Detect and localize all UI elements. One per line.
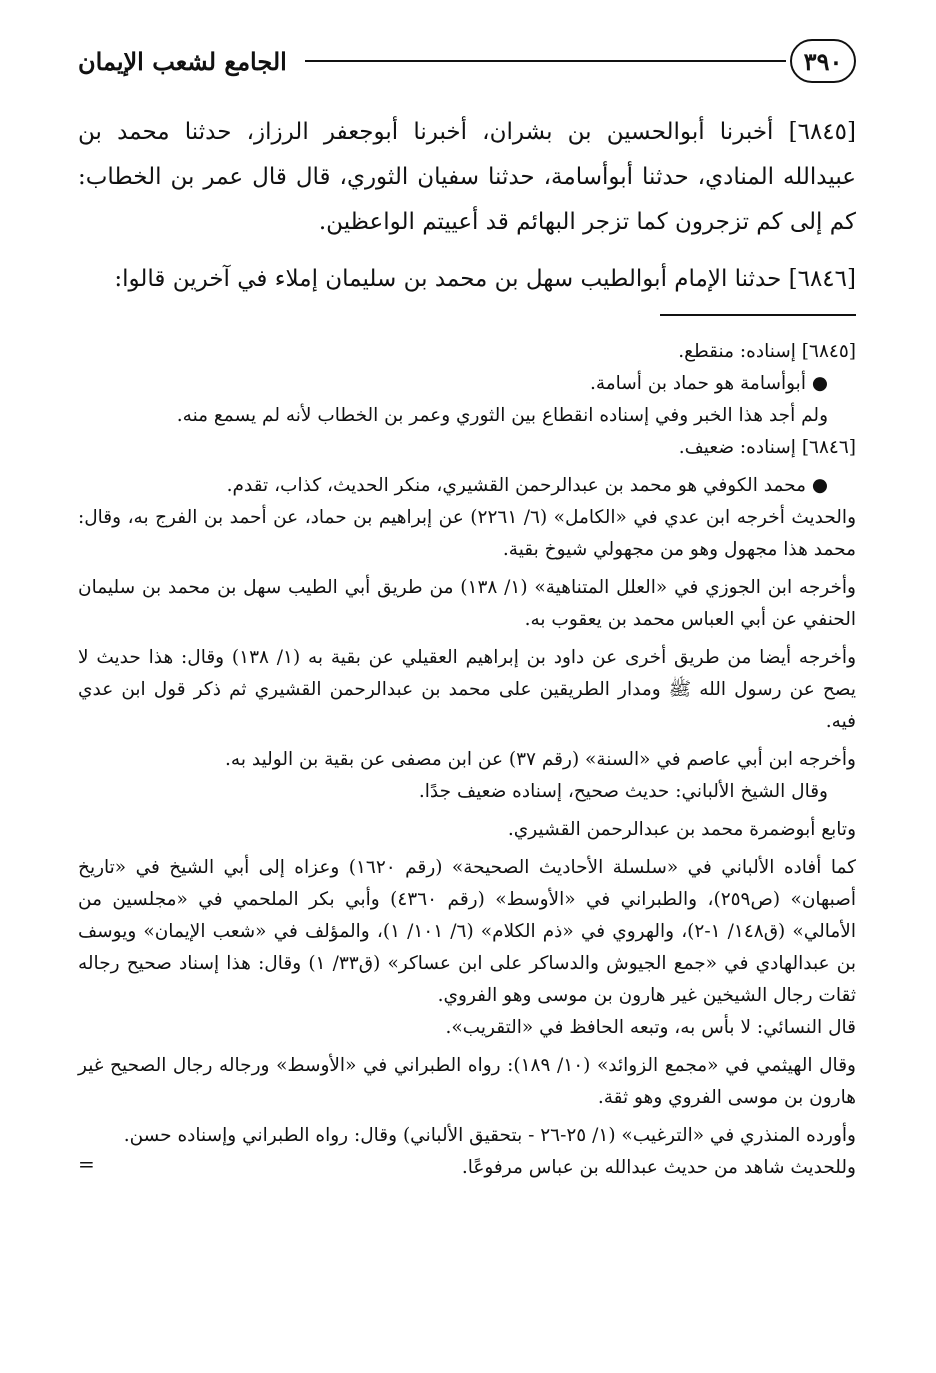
footnote-paragraph: قال النسائي: لا بأس به، وتبعه الحافظ في «التقريب». xyxy=(445,1017,856,1038)
footnote-heading-6846: [٦٨٤٦] إسناده: ضعيف. xyxy=(678,437,856,458)
footnotes xyxy=(78,336,856,1184)
footnote-paragraph: وأخرجه ابن أبي عاصم في «السنة» (رقم ٣٧) عن ابن مصفى عن بقية بن الوليد به. xyxy=(225,749,856,770)
hadith-6846: [٦٨٤٦] حدثنا الإمام أبوالطيب سهل بن محمد بن سليمان إملاء في آخرين قالوا: xyxy=(114,266,856,292)
hadith-6845: [٦٨٤٥] أخبرنا أبوالحسين بن بشران، أخبرنا أبوجعفر الرزاز، حدثنا محمد بن عبيدالله المنادي، حدثنا أبوأسامة، حدثنا سفيان الثوري، قال قال عمر بن الخطاب: كم إلى كم تزجرون كما تزجر البهائم قد أعييتم الواعظين. xyxy=(78,119,856,235)
running-title: الجامع لشعب الإيمان xyxy=(78,46,287,76)
footnote-divider xyxy=(660,314,856,316)
page-number: ٣٩٠ xyxy=(790,39,856,83)
footnote-line: ● محمد الكوفي هو محمد بن عبدالرحمن القشيري، منكر الحديث، كذاب، تقدم. xyxy=(226,475,828,496)
footnote-paragraph: وتابع أبوضمرة محمد بن عبدالرحمن القشيري. xyxy=(507,819,856,840)
footnote-last-line xyxy=(78,1152,856,1184)
main-text xyxy=(78,110,856,302)
footnote-paragraph: وقال الهيثمي في «مجمع الزوائد» (١٠/ ١٨٩): رواه الطبراني في «الأوسط» ورجاله رجال الصحيح غير هارون بن موسى الفروي وهو ثقة. xyxy=(78,1055,856,1108)
footnote-line: ولم أجد هذا الخبر وفي إسناده انقطاع بين الثوري وعمر بن الخطاب لأنه لم يسمع منه. xyxy=(176,405,828,426)
footnote-heading-6845: [٦٨٤٥] إسناده: منقطع. xyxy=(678,341,856,362)
footnote-paragraph: وللحديث شاهد من حديث عبدالله بن عباس مرفوعًا. xyxy=(461,1157,856,1178)
continuation-mark: = xyxy=(78,1152,95,1176)
footnote-paragraph: وأورده المنذري في «الترغيب» (١/ ٢٥-٢٦ - بتحقيق الألباني) وقال: رواه الطبراني وإسناده حسن. xyxy=(123,1125,856,1146)
footnote-line: ● أبوأسامة هو حماد بن أسامة. xyxy=(589,373,828,394)
footnote-paragraph: وأخرجه أيضا من طريق أخرى عن داود بن إبراهيم العقيلي عن بقية به (١/ ١٣٨) وقال: هذا حديث لا يصح عن رسول الله ﷺ ومدار الطريقين على محمد بن عبدالرحمن القشيري ثم ذكر قول ابن عدي فيه. xyxy=(78,647,857,732)
footnote-paragraph: كما أفاده الألباني في «سلسلة الأحاديث الصحيحة» (رقم ١٦٢٠) وعزاه إلى أبي الشيخ في «تاريخ أصبهان» (ص٢٥٩)، والطبراني في «الأوسط» (رقم ٤٣٦٠) وأبي بكر الملحمي في «مجلسين من الأمالي» (ق١٤٨/ ١-٢)، والهروي في «ذم الكلام» (٦/ ١٠١/ ١)، والمؤلف في «شعب الإيمان» ويوسف بن عبدالهادي في «جمع الجيوش والدساكر على ابن عساكر» (ق٣٣/ ١) وقال: هذا إسناد صحيح رجاله ثقات رجال الشيخين غير هارون بن موسى وهو الفروي. xyxy=(78,857,857,1006)
page-header xyxy=(78,30,856,92)
footnote-paragraph: وأخرجه ابن الجوزي في «العلل المتناهية» (١/ ١٣٨) من طريق أبي الطيب سهل بن محمد بن سليمان الحنفي عن أبي العباس محمد بن يعقوب به. xyxy=(78,577,856,630)
header-rule xyxy=(305,60,786,62)
footnote-paragraph: والحديث أخرجه ابن عدي في «الكامل» (٦/ ٢٢٦١) عن إبراهيم بن حماد، عن أحمد بن الفرج به، وقال: محمد هذا مجهول وهو من مجهولي شيوخ بقية. xyxy=(78,507,856,560)
footnote-paragraph: وقال الشيخ الألباني: حديث صحيح، إسناده ضعيف جدًا. xyxy=(418,781,828,802)
